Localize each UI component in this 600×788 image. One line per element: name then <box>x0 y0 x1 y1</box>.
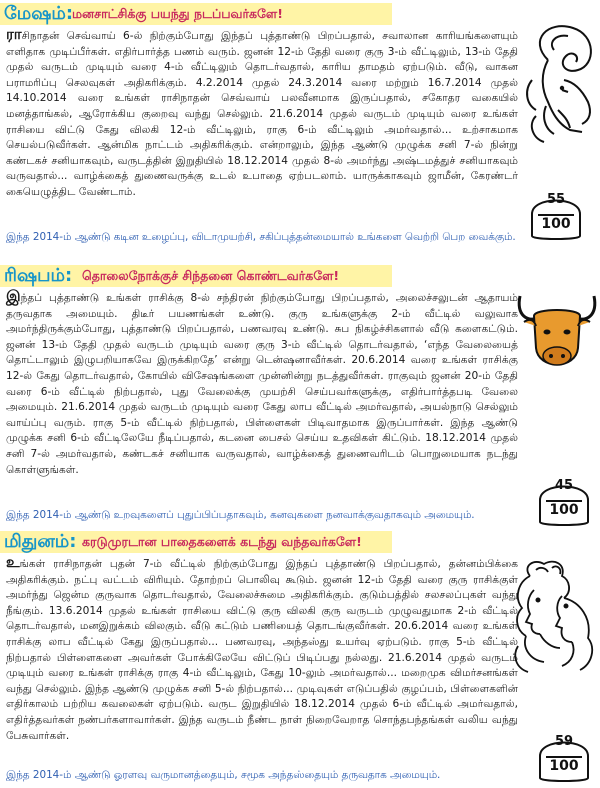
rishabam-score: 45 <box>554 478 574 493</box>
mesham-body-text: சிநாதன் செவ்வாய் 6-ல் நிற்கும்போது இந்தப் புத்தாண்டு பிறப்பதால், சவாலான காரியங்களையும் எளிதாக முடிப்பீர்கள். எதிர்பார்த்த பணம் வரும். ஜனன் 12-ம் தேதி வரை குரு 3-ம் வீட்டிலும், 13-ம் தேதி முதல் வருடம் முடியும் வரை 4-ம் வீட்டிலும் தொடர்வதால், காரிய தாமதம் ஏற்படும். வீடு, வாகன பராமரிப்பு செலவுகள் அதிகரிக்கும். 4.2.2014 முதல் 24.3.2014 வரை மற்றும் 16.7.2014 முதல் 14.10.2014 வரை உங்கள் ராசிநாதன் செவ்வாய் பலவீனமாக இருப்பதால், சகோதர வகையில் மனத்தாங்கல், ஆரோக்கிய குறைவு வந்து செல்லும். 21.6.2014 முதல் வருடம் முடியும் வரை உங்கள் ராசியை விட்டு கேது விலகி 12-ம் வீட்டிலும், ராகு 6-ம் வீட்டிலும் அமர்வதால்... உற்சாகமாக செயல்படுவீர்கள். ஆன்மிக நாட்டம் அதிகரிக்கும். என்றாலும், இந்த ஆண்டு முழுக்க சனி 7-ல் நின்று கண்டகச் சனியாகவும், வருடத்தின் இறுதியில் 18.12.2014 முதல் 8-ல் அமர்ந்து அஷ்டமத்துச் சனியாகவும் வருவதால்... வாழ்க்கைத் துணைவருக்கு உடல் உபாதை ஏற்படலாம். யாருக்காகவும் ஜாமீன், கேரண்டர் கையெழுத்திட வேண்டாம். <box>6 30 518 198</box>
ram-icon <box>518 20 600 150</box>
rishabam-score-total: 100 <box>549 502 579 518</box>
rishabam-body <box>6 287 518 503</box>
mithunam-score-badge <box>534 732 594 784</box>
mesham-title: மேஷம்: <box>4 3 74 24</box>
mesham-footer: இந்த 2014-ம் ஆண்டு கடின உழைப்பு, விடாமுயற்சி, சகிப்புத்தன்மையால் உங்களை வெற்றி பெற வைக்கும். <box>6 231 516 243</box>
rishabam-score-badge <box>534 476 594 528</box>
rishabam-heading <box>0 262 600 288</box>
mesham-tagline: மனசாட்சிக்கு பயந்து நடப்பவர்களே! <box>72 6 283 21</box>
rishabam-footer: இந்த 2014-ம் ஆண்டு உறவுகளைப் புதுப்பிப்பதாகவும், கனவுகளை நனவாக்குவதாகவும் அமையும். <box>6 509 475 521</box>
mesham-heading <box>0 0 600 26</box>
mithunam-tagline: கரடுமுரடான பாதைகளைக் கடந்து வந்தவர்களே! <box>82 534 362 549</box>
mesham-score: 55 <box>546 192 566 207</box>
mithunam-score-total: 100 <box>549 758 579 774</box>
twins-icon <box>500 556 600 676</box>
mithunam-footer: இந்த 2014-ம் ஆண்டு ஓரளவு வருமானத்தையும், சமூக அந்தஸ்தையும் தருவதாக அமையும். <box>6 769 441 781</box>
mithunam-body <box>6 553 518 761</box>
rishabam-dropcap: இ <box>6 287 21 305</box>
rishabam-section <box>0 262 600 528</box>
mesham-section <box>0 0 600 262</box>
mithunam-body-text: ங்கள் ராசிநாதன் புதன் 7-ம் வீட்டில் நிற்கும்போது இந்தப் புத்தாண்டு பிறப்பதால், தன்னம்பிக்கை அதிகரிக்கும். நட்பு வட்டம் விரியும். தோற்றப் பொலிவு கூடும். ஜனன் 12-ம் தேதி வரை குரு ராசிக்குள் அமர்ந்து ஜென்ம குருவாக தொடர்வதால், வேலைச்சுமை அதிகரிக்கும். குடும்பத்தில் சலசலப்புகள் வந்து நீங்கும். 13.6.2014 முதல் உங்கள் ராசியை விட்டு குரு விலகி குரு வருடம் முழுவதுமாக 2-ம் வீட்டில் தொடர்வதால், மனஇறுக்கம் விலகும். வீடு கட்டும் பணியைத் தொடங்குவீர்கள். 20.6.2014 வரை உங்கள் ராசிக்கு லாப வீட்டில் கேது இருப்பதால்... பணவரவு, அந்தஸ்து உயர்வு ஏற்படும். ராகு 5-ம் வீட்டில் நிற்பதால் பிள்ளைகளை அவர்கள் போக்கிலேயே விட்டுப் பிடிப்பது நல்லது. 21.6.2014 முதல் வருடம் முடியும் வரை உங்கள் ராசிக்கு ராகு 4-ம் வீட்டிலும், கேது 10-லும் அமர்வதால்... மறைமுக விமர்சனங்கள் வந்து செல்லும். இந்த ஆண்டு முழுக்க சனி 5-ல் நிற்பதால்... முடிவுகள் எடுப்பதில் குழப்பம், பிள்ளைகளின் எதிர்காலம் பற்றிய கவலைகள் ஏற்படும். வருட இறுதியில் 18.12.2014 முதல் 6-ம் வீட்டில் அமர்வதால், எதிர்த்தவர்கள் நண்பர்களாவார்கள். இந்த வருடம் நீண்ட நாள் நிறைவேறாத சொந்தபந்தங்கள் வலிய வந்து பேசுவார்கள். <box>6 558 518 742</box>
mithunam-heading <box>0 528 600 554</box>
rishabam-body-text: ந்தப் புத்தாண்டு உங்கள் ராசிக்கு 8-ல் சந்திரன் நிற்கும்போது பிறப்பதால், அலைச்சலுடன் ஆதாயம் தருவதாக அமையும். திடீர் பயணங்கள் உண்டு. குரு உங்களுக்கு 2-ம் வீட்டில் வலுவாக அமர்ந்திருக்கும்போது, புத்தாண்டு பிறப்பதால், பணவரவு உண்டு. சுப நிகழ்ச்சிகளால் வீடு களைகட்டும். ஜனன் 13-ம் தேதி முதல் வருடம் முடியும் வரை குரு 3-ம் வீட்டில் தொடர்வதால், ‘எந்த வேலையைத் தொட்டாலும் இழுபறியாகவே இருக்கிறதே’ என்று டென்ஷனாவீர்கள். 20.6.2014 வரை உங்கள் ராசிக்கு 12-ல் கேது தொடர்வதால், கோயில் விசேஷங்களை முன்னின்று நடத்துவீர்கள். ராகுவும் ஜனன் 20-ம் தேதி வரை 6-ம் வீட்டில் நிற்பதால், புது வேலைக்கு முயற்சி செய்பவர்களுக்கு, எதிர்பார்த்தபடி வேலை அமையும். 21.6.2014 முதல் வருடம் முடியும் வரை கேது லாப வீட்டில் அமர்வதால், அயல்நாடு செல்லும் வாய்ப்பு வரும். ராகு 5-ம் வீட்டில் நிற்பதால், பிள்ளைகள் பிடிவாதமாக இருப்பார்கள். இந்த ஆண்டு முழுக்க சனி 6-ம் வீட்டிலேயே நீடிப்பதால், கடனை பைசல் செய்ய உதவிகள் கிட்டும். 18.12.2014 முதல் சனி 7-ல் அமர்வதால், கண்டகச் சனியாக வருவதால், வாழ்க்கைத் துணைவரிடம் பொறுமையாக நடந்து கொள்ளுங்கள். <box>6 292 518 476</box>
mithunam-title: மிதுனம்: <box>4 531 77 552</box>
mesham-dropcap: ரா <box>6 25 22 43</box>
mesham-score-total: 100 <box>541 216 571 232</box>
mesham-body <box>6 25 518 229</box>
bull-icon <box>514 286 600 386</box>
mesham-score-badge <box>526 190 586 242</box>
rishabam-title: ரிஷபம்: <box>4 265 73 286</box>
rishabam-tagline: தொலைநோக்குச் சிந்தனை கொண்டவர்களே! <box>82 268 340 283</box>
mithunam-section <box>0 528 600 788</box>
mithunam-score: 59 <box>554 734 574 749</box>
mithunam-dropcap: உ <box>6 553 20 571</box>
